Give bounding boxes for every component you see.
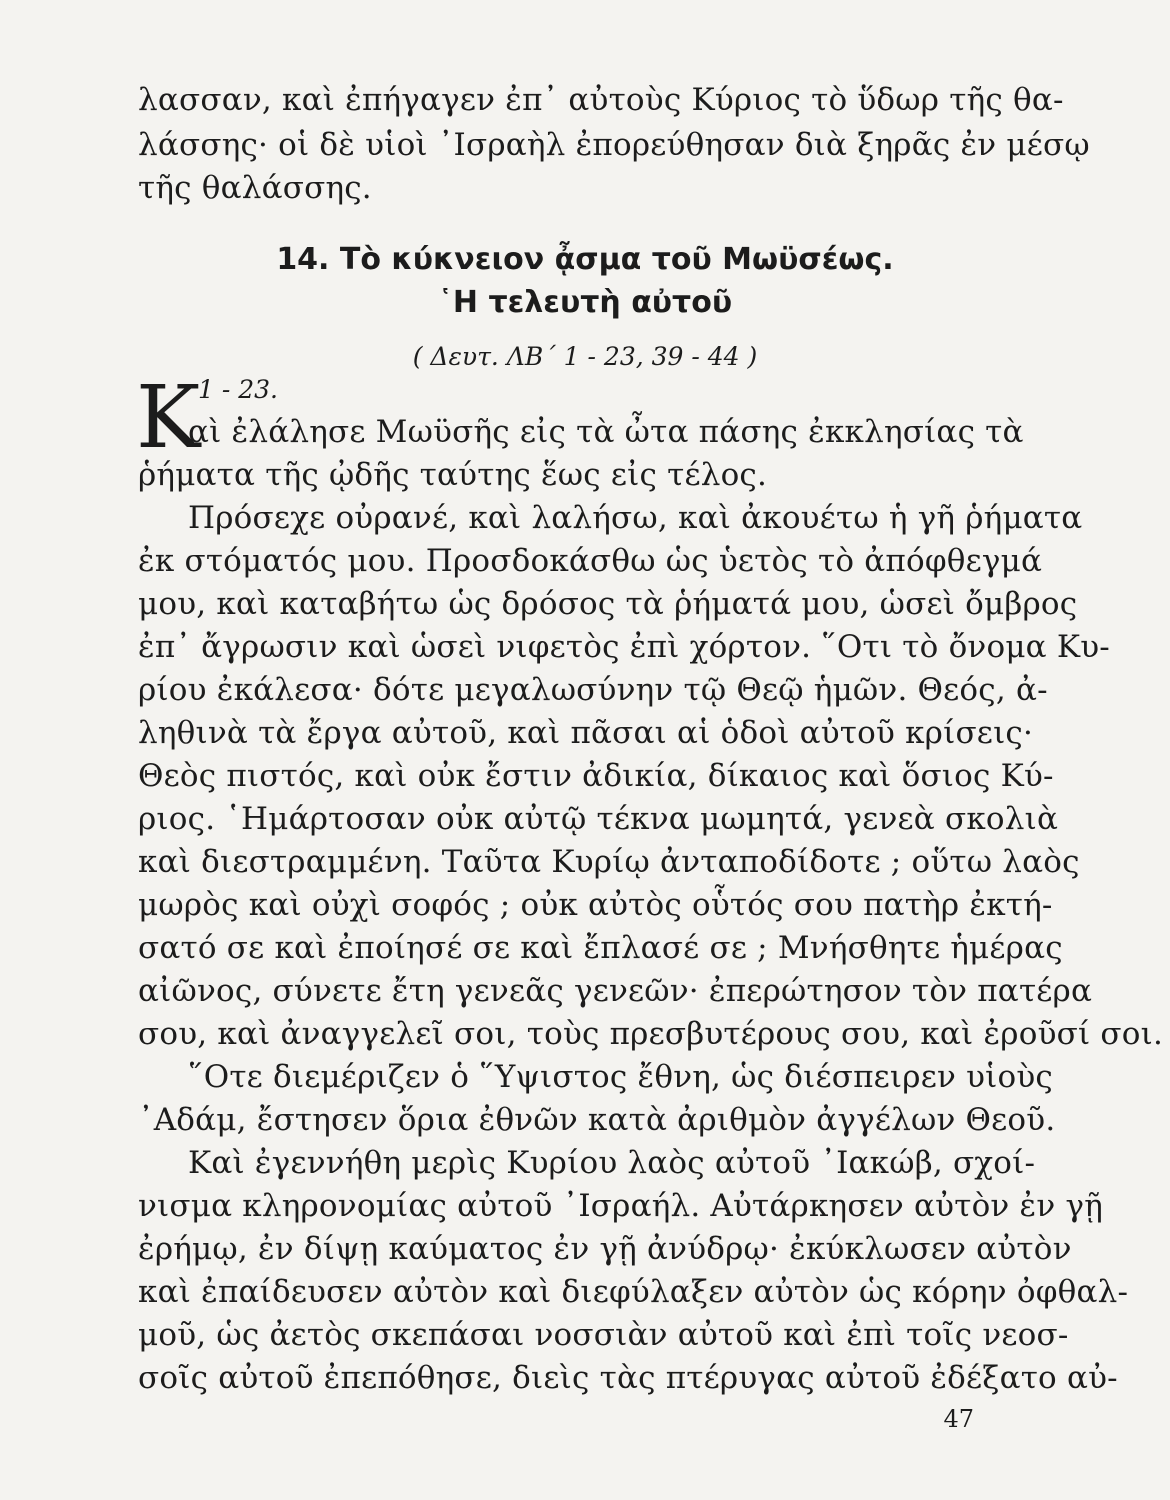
- text-line: ῥήματα τῆς ᾠδῆς ταύτης ἕως εἰς τέλος.: [138, 457, 768, 493]
- text-line: σατό σε καὶ ἐποίησέ σε καὶ ἔπλασέ σε ; Μνήσθητε ἡμέρας: [138, 930, 1063, 966]
- text-line: ᾿Αδάμ, ἔστησεν ὅρια ἐθνῶν κατὰ ἀριθμὸν ἀγγέλων Θεοῦ.: [138, 1102, 1056, 1138]
- text-line: ῞Οτε διεμέριζεν ὁ ῞Υψιστος ἔθνη, ὡς διέσπειρεν υἱοὺς: [188, 1059, 1053, 1095]
- text-line: λασσαν, καὶ ἐπήγαγεν ἐπ᾽ αὐτοὺς Κύριος τὸ ὕδωρ τῆς θα-: [138, 82, 1064, 118]
- scripture-reference: ( Δευτ. ΛΒ΄ 1 - 23, 39 - 44 ): [412, 342, 758, 371]
- text-line: ἐπ᾽ ἄγρωσιν καὶ ὡσεὶ νιφετὸς ἐπὶ χόρτον. ῞Οτι τὸ ὄνομα Κυ-: [138, 629, 1110, 665]
- text-line: ἐρήμῳ, ἐν δίψῃ καύματος ἐν γῇ ἀνύδρῳ· ἐκύκλωσεν αὐτὸν: [138, 1231, 1072, 1267]
- text-line: Πρόσεχε οὐρανέ, καὶ λαλήσω, καὶ ἀκουέτω ἡ γῆ ῥήματα: [188, 500, 1083, 536]
- text-line: μωρὸς καὶ οὐχὶ σοφός ; οὐκ αὐτὸς οὗτός σου πατὴρ ἐκτή-: [138, 887, 1053, 923]
- text-line: καὶ διεστραμμένη. Ταῦτα Κυρίῳ ἀνταποδίδοτε ; οὕτω λαὸς: [138, 844, 1080, 880]
- text-line: αὶ ἐλάλησε Μωϋσῆς εἰς τὰ ὦτα πάσης ἐκκλησίας τὰ: [188, 414, 1024, 450]
- text-line: ρίου ἐκάλεσα· δότε μεγαλωσύνην τῷ Θεῷ ἡμῶν. Θεός, ἀ-: [138, 672, 1048, 708]
- section-subtitle: ῾Η τελευτὴ αὐτοῦ: [437, 285, 733, 320]
- text-line: μου, καὶ καταβήτω ὡς δρόσος τὰ ῥήματά μου, ὡσεὶ ὄμβρος: [138, 586, 1078, 622]
- text-line: σοῖς αὐτοῦ ἐπεπόθησε, διεὶς τὰς πτέρυγας αὐτοῦ ἐδέξατο αὐ-: [138, 1360, 1118, 1396]
- text-line: Καὶ ἐγεννήθη μερὶς Κυρίου λαὸς αὐτοῦ ᾿Ιακώβ, σχοί-: [188, 1145, 1036, 1181]
- page-number: 47: [943, 1405, 974, 1433]
- verse-label: 1 - 23.: [198, 375, 279, 404]
- drop-cap: Κ: [136, 368, 201, 468]
- text-line: αἰῶνος, σύνετε ἔτη γενεᾶς γενεῶν· ἐπερώτησον τὸν πατέρα: [138, 973, 1093, 1009]
- text-line: μοῦ, ὡς ἀετὸς σκεπάσαι νοσσιὰν αὐτοῦ καὶ ἐπὶ τοῖς νεοσ-: [138, 1317, 1069, 1353]
- section-title: 14. Τὸ κύκνειον ᾆσμα τοῦ Μωϋσέως.: [276, 242, 894, 277]
- text-line: λάσσης· οἱ δὲ υἱοὶ ᾿Ισραὴλ ἐπορεύθησαν διὰ ξηρᾶς ἐν μέσῳ: [138, 127, 1090, 163]
- text-line: σου, καὶ ἀναγγελεῖ σοι, τοὺς πρεσβυτέρους σου, καὶ ἐροῦσί σοι.: [138, 1016, 1164, 1052]
- text-line: Θεὸς πιστός, καὶ οὐκ ἔστιν ἀδικία, δίκαιος καὶ ὅσιος Κύ-: [138, 758, 1054, 794]
- text-line: τῆς θαλάσσης.: [138, 170, 372, 206]
- text-line: ληθινὰ τὰ ἔργα αὐτοῦ, καὶ πᾶσαι αἱ ὁδοὶ αὐτοῦ κρίσεις·: [138, 715, 1034, 751]
- text-line: νισμα κληρονομίας αὐτοῦ ᾿Ισραήλ. Αὐτάρκησεν αὐτὸν ἐν γῇ: [138, 1188, 1103, 1224]
- text-line: ἐκ στόματός μου. Προσδοκάσθω ὡς ὑετὸς τὸ ἀπόφθεγμά: [138, 543, 1043, 579]
- text-line: καὶ ἐπαίδευσεν αὐτὸν καὶ διεφύλαξεν αὐτὸν ὡς κόρην ὀφθαλ-: [138, 1274, 1129, 1310]
- text-line: ριος. ῾Ημάρτοσαν οὐκ αὐτῷ τέκνα μωμητά, γενεὰ σκολιὰ: [138, 801, 1059, 837]
